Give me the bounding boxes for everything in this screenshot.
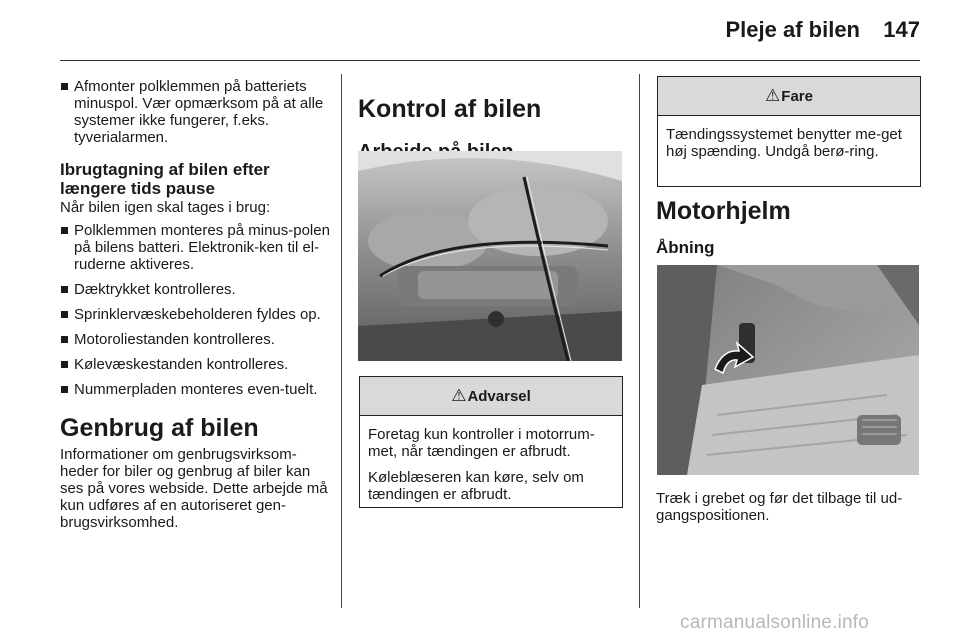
danger-box — [657, 76, 921, 187]
warning-box — [359, 376, 623, 508]
danger-paragraph: Tændingssystemet benytter me-get høj spænding. Undgå berø-ring. — [666, 126, 902, 160]
subsection-heading-opening: Åbning — [656, 238, 715, 257]
column-divider-2 — [639, 74, 640, 608]
list-item: Polklemmen monteres på minus-polen på bilens batteri. Elektronik-ken til el-ruderne aktiveres. — [60, 222, 332, 273]
column-left — [60, 78, 332, 531]
warning-box-header — [360, 377, 622, 416]
warning-box-title: Advarsel — [467, 387, 531, 405]
checklist-bullet-list — [60, 222, 332, 398]
list-item: Kølevæskestanden kontrolleres. — [60, 356, 332, 373]
watermark: carmanualsonline.info — [680, 612, 870, 633]
danger-box-header — [658, 77, 920, 116]
column-divider-1 — [341, 74, 342, 608]
header-divider — [60, 60, 920, 61]
recycling-paragraph: Informationer om genbrugsvirksom-heder for biler og genbrug af biler kan ses på vores webside. Dette arbejde må kun udføres af en autoriseret gen-brugsvirksomhed. — [60, 446, 328, 531]
warning-box-body — [360, 416, 622, 518]
section-intro: Når bilen igen skal tages i brug: — [60, 199, 271, 216]
engine-bay-photo — [358, 151, 622, 361]
warning-paragraph: Køleblæseren kan køre, selv om tændingen er afbrudt. — [368, 469, 584, 503]
page-number: 147 — [883, 17, 920, 42]
danger-box-title: Fare — [781, 87, 813, 105]
list-item: Motoroliestanden kontrolleres. — [60, 331, 332, 348]
bonnet-release-photo — [657, 265, 919, 475]
list-item: Sprinklervæskebeholderen fyldes op. — [60, 306, 332, 323]
danger-box-body — [658, 116, 920, 175]
section-heading-recycling: Genbrug af bilen — [60, 414, 259, 442]
warning-icon: ⚠ — [451, 386, 467, 405]
bonnet-caption: Træk i grebet og før det tilbage til ud-gangspositionen. — [656, 490, 903, 524]
section-heading-bonnet: Motorhjelm — [656, 197, 791, 225]
section-heading-storage: Ibrugtagning af bilen efter længere tids pause — [60, 160, 270, 198]
intro-bullet-list — [60, 78, 332, 146]
list-item: Nummerpladen monteres even-tuelt. — [60, 381, 332, 398]
warning-paragraph: Foretag kun kontroller i motorrum-met, når tændingen er afbrudt. — [368, 426, 595, 460]
list-item: Dæktrykket kontrolleres. — [60, 281, 332, 298]
section-heading-vehicle-checks: Kontrol af bilen — [358, 94, 542, 123]
list-item: Afmonter polklemmen på batteriets minuspol. Vær opmærksom på at alle systemer ikke fungerer, f.eks. tyverialarmen. — [60, 78, 332, 146]
warning-icon: ⚠ — [765, 86, 781, 105]
page-header-title: Pleje af bilen — [725, 17, 860, 42]
